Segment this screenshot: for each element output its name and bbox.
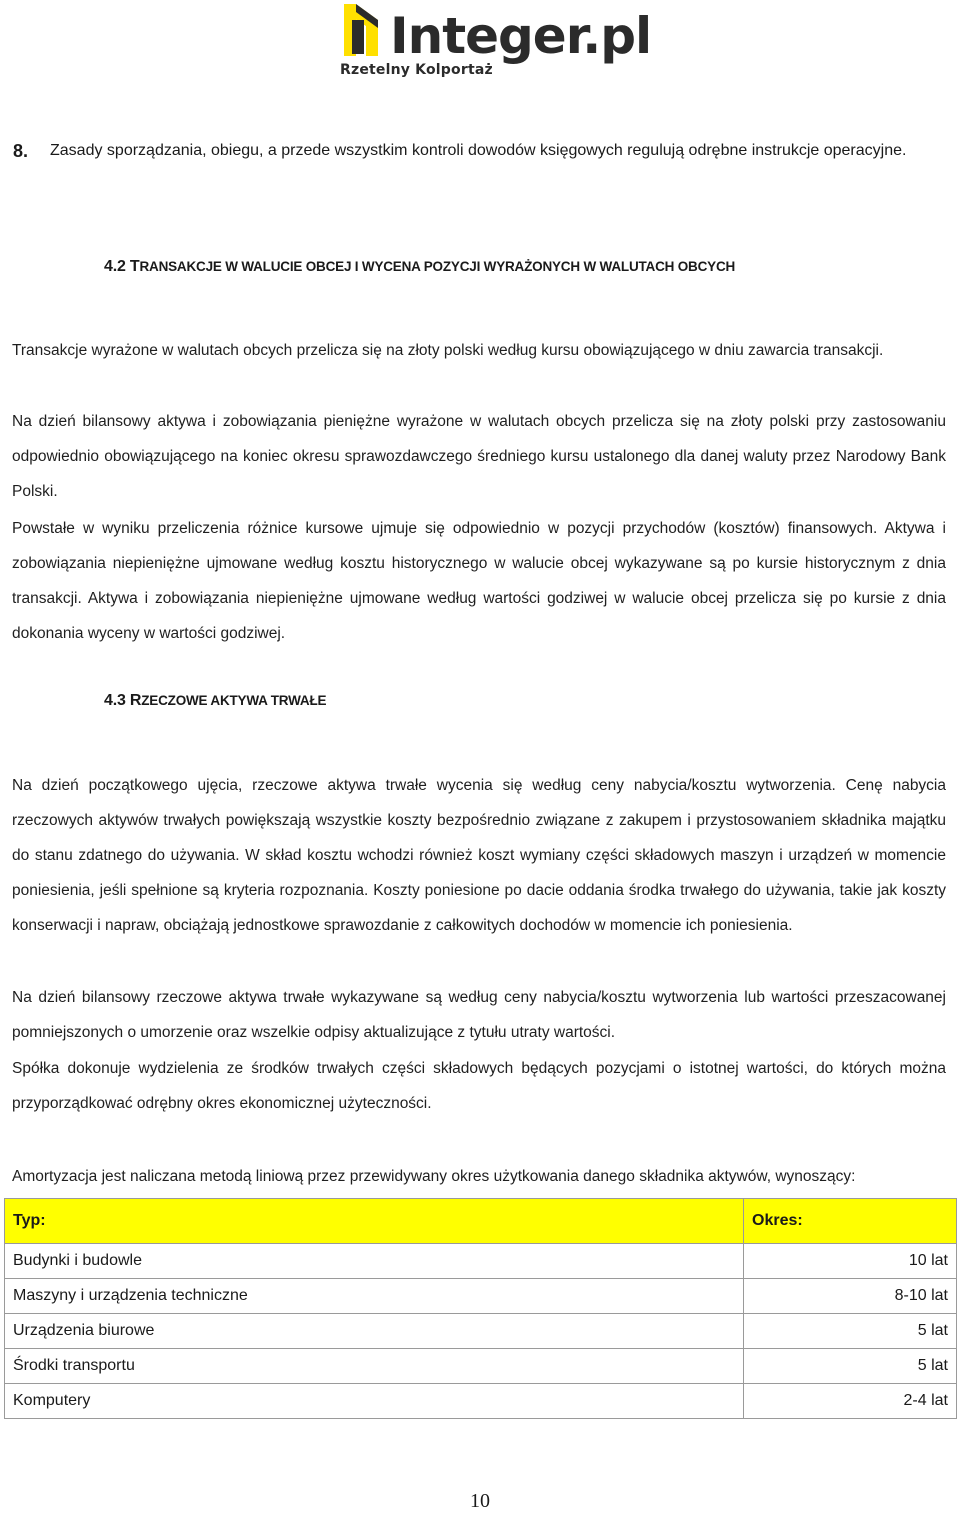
list-item-number: 8. bbox=[13, 141, 29, 161]
table-header-row bbox=[5, 1199, 957, 1244]
paragraph: Spółka dokonuje wydzielenia ze środków trwałych części składowych będących pozycjami o istotnej wartości, do których można przyporządkować odrębny okres ekonomicznej użyteczności. bbox=[12, 1060, 946, 1112]
paragraph: Powstałe w wyniku przeliczenia różnice kursowe ujmuje się odpowiednio w pozycji przychodów (kosztów) finansowych. Aktywa i zobowiązania niepieniężne ujmowane według kosztu historycznego w walucie obcej wykazywane są po kursie historycznym z dnia transakcji. Aktywa i zobowiązania niepieniężne ujmowane według wartości godziwej w walucie obcej przelicza się po kursie z dnia dokonania wyceny w wartości godziwej. bbox=[12, 520, 946, 642]
section-number: 4.3 bbox=[104, 692, 126, 709]
table-cell-type: Komputery bbox=[5, 1384, 744, 1419]
table-cell-type: Budynki i budowle bbox=[5, 1244, 744, 1279]
section-heading-4-2 bbox=[104, 258, 735, 276]
table-cell-period: 8-10 lat bbox=[744, 1279, 957, 1314]
table-header-period: Okres: bbox=[744, 1199, 957, 1244]
paragraph: Transakcje wyrażone w walutach obcych przelicza się na złoty polski według kursu obowiązującego w dniu zawarcia transakcji. bbox=[12, 342, 884, 359]
integer-logo-mark-icon bbox=[338, 0, 390, 60]
section-number: 4.2 bbox=[104, 258, 126, 275]
paragraph: Na dzień początkowego ujęcia, rzeczowe aktywa trwałe wycenia się według ceny nabycia/kosztu wytworzenia. Cenę nabycia rzeczowych aktywów trwałych powiększają wszystkie koszty bezpośrednio związane z zakupem i przystosowaniem składnika majątku do stanu zdatnego do używania. W skład kosztu wchodzi również koszt wymiany części składowych maszyn i urządzeń w momencie poniesienia, jeśli spełnione są kryteria rozpoznania. Koszty poniesione po dacie oddania środka trwałego do używania, takie jak koszty konserwacji i napraw, obciążają jednostkowe sprawozdanie z całkowitych dochodów w momencie ich poniesienia. bbox=[12, 777, 946, 934]
table-cell-type: Środki transportu bbox=[5, 1349, 744, 1384]
page-number: 10 bbox=[470, 1490, 490, 1512]
table-row bbox=[5, 1314, 957, 1349]
depreciation-table bbox=[4, 1198, 957, 1419]
table-row bbox=[5, 1279, 957, 1314]
table-row bbox=[5, 1384, 957, 1419]
table-cell-period: 2-4 lat bbox=[744, 1384, 957, 1419]
table-row bbox=[5, 1244, 957, 1279]
table-cell-type: Maszyny i urządzenia techniczne bbox=[5, 1279, 744, 1314]
section-title: ZECZOWE AKTYWA TRWAŁE bbox=[141, 693, 327, 708]
table-cell-period: 5 lat bbox=[744, 1349, 957, 1384]
paragraph: Na dzień bilansowy aktywa i zobowiązania pieniężne wyrażone w walutach obcych przelicza się na złoty polski przy zastosowaniu odpowiednio obowiązującego na koniec okresu sprawozdawczego średniego kursu ustalonego dla danej waluty przez Narodowy Bank Polski. bbox=[12, 413, 946, 500]
list-item-text: Zasady sporządzania, obiegu, a przede wszystkim kontroli dowodów księgowych regulują odrębne instrukcje operacyjne. bbox=[50, 142, 907, 159]
section-heading-4-3 bbox=[104, 692, 326, 710]
table-cell-period: 10 lat bbox=[744, 1244, 957, 1279]
logo-tagline: Rzetelny Kolportaż bbox=[340, 62, 493, 78]
table-cell-period: 5 lat bbox=[744, 1314, 957, 1349]
table-cell-type: Urządzenia biurowe bbox=[5, 1314, 744, 1349]
section-title-initial: T bbox=[129, 258, 140, 275]
section-title-initial: R bbox=[129, 692, 142, 709]
paragraph: Na dzień bilansowy rzeczowe aktywa trwałe wykazywane są według ceny nabycia/kosztu wytworzenia lub wartości przeszacowanej pomniejszonych o umorzenie oraz wszelkie odpisy aktualizujące z tytułu utraty wartości. bbox=[12, 989, 946, 1041]
table-header-type: Typ: bbox=[5, 1199, 744, 1244]
section-title: RANSAKCJE W WALUCIE OBCEJ I WYCENA POZYCJI WYRAŻONYCH W WALUTACH OBCYCH bbox=[139, 259, 736, 274]
company-logo bbox=[338, 0, 652, 90]
table-row bbox=[5, 1349, 957, 1384]
logo-wordmark: Integer.pl bbox=[390, 7, 652, 65]
amortization-intro: Amortyzacja jest naliczana metodą liniową przez przewidywany okres użytkowania danego składnika aktywów, wynoszący: bbox=[12, 1168, 856, 1185]
list-item-8 bbox=[13, 128, 948, 174]
